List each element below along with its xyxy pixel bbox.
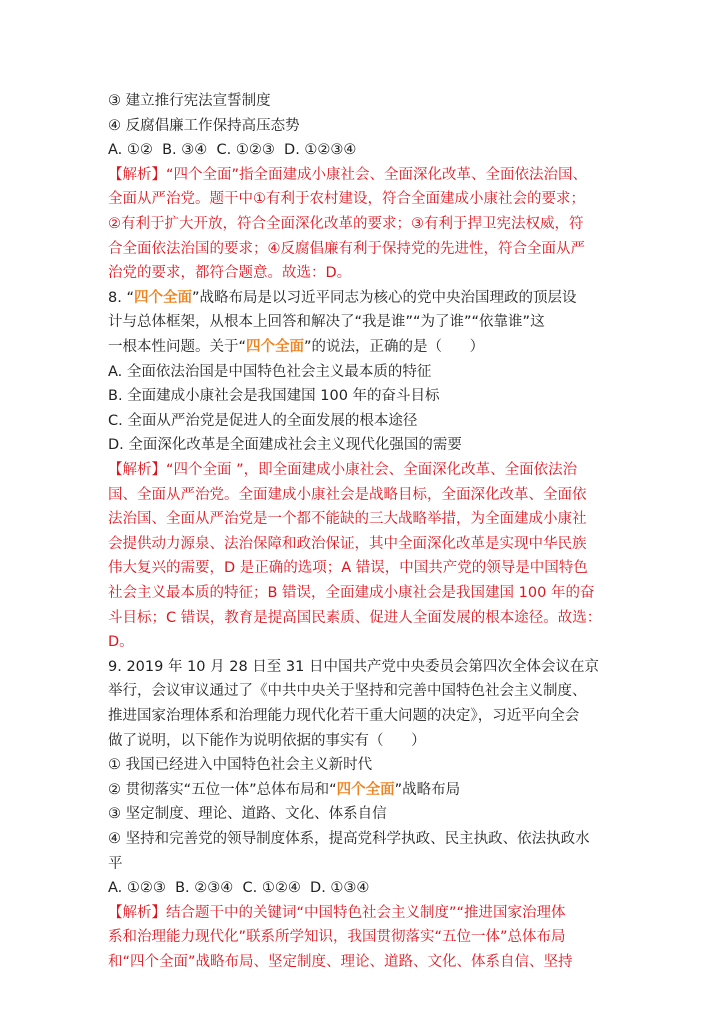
text-segment: 社会主义最本质的特征；B 错误，全面建成小康社会是我国建国 100 年的奋 xyxy=(108,585,595,601)
text-line xyxy=(108,434,628,456)
text-segment: ”战略布局 xyxy=(394,781,461,798)
analysis-line xyxy=(108,262,628,284)
text-segment: A. ①② B. ③④ C. ①②③ D. ①②③④ xyxy=(108,142,357,159)
text-segment: 全面从严治党。题干中①有利于农村建设，符合全面建成小康社会的要求； xyxy=(108,191,585,208)
analysis-line xyxy=(108,508,628,530)
text-segment: 9. 2019 年 10 月 28 日至 31 日中国共产党中央委员会第四次全体会议在京 xyxy=(108,658,599,675)
text-segment: 国、全面从严治党。全面建成小康社会是战略目标，全面深化改革、全面依 xyxy=(108,486,587,503)
text-line xyxy=(108,828,628,850)
analysis-line xyxy=(108,607,628,629)
text-segment: C. 全面从严治党是促进人的全面发展的根本途径 xyxy=(108,412,418,429)
text-segment: ”的说法，正确的是（ ） xyxy=(304,339,485,355)
text-segment: 举行，会议审议通过了《中共中央关于坚持和完善中国特色社会主义制度、 xyxy=(108,683,587,700)
text-segment: ① 我国已经进入中国特色社会主义新时代 xyxy=(108,757,373,774)
text-segment: ③ 坚定制度、理论、道路、文化、体系自信 xyxy=(108,806,387,823)
text-segment: ②有利于扩大开放，符合全面深化改革的要求；③有利于捍卫宪法权威，符 xyxy=(108,216,584,232)
text-line xyxy=(108,115,628,137)
text-segment: 治党的要求，都符合题意。故选：D。 xyxy=(108,265,352,282)
analysis-line xyxy=(108,631,628,653)
highlight-keyword: 四个全面 xyxy=(246,339,305,355)
text-line xyxy=(108,385,628,407)
text-line xyxy=(108,656,628,678)
text-line xyxy=(108,410,628,432)
text-segment: 和“四个全面”战略布局、坚定制度、理论、道路、文化、体系自信、坚持 xyxy=(108,954,573,970)
text-line xyxy=(108,853,628,875)
text-segment: 一根本性问题。关于“ xyxy=(108,339,247,355)
text-segment: 【解析】“四个全面”指全面建成小康社会、全面深化改革、全面依法治国、 xyxy=(108,166,588,183)
text-segment: 推进国家治理体系和治理能力现代化若干重大问题的决定》，习近平向全会 xyxy=(108,708,580,724)
analysis-line xyxy=(108,582,628,604)
text-segment: 做了说明，以下能作为说明依据的事实有（ ） xyxy=(108,732,426,749)
text-line xyxy=(108,705,628,727)
analysis-line xyxy=(108,902,628,924)
text-line xyxy=(108,361,628,383)
text-line xyxy=(108,754,628,776)
analysis-line xyxy=(108,238,628,260)
analysis-line xyxy=(108,533,628,555)
analysis-line xyxy=(108,484,628,506)
text-line xyxy=(108,877,628,899)
text-segment: ③ 建立推行宪法宣誓制度 xyxy=(108,93,271,109)
analysis-line xyxy=(108,951,628,973)
text-segment: 【解析】“四个全面 ”，即全面建成小康社会、全面深化改革、全面依法治 xyxy=(108,462,578,478)
text-segment: ④ 反腐倡廉工作保持高压态势 xyxy=(108,117,300,134)
analysis-line xyxy=(108,164,628,186)
analysis-line xyxy=(108,213,628,235)
text-line xyxy=(108,90,628,112)
text-line xyxy=(108,287,628,309)
text-segment: 斗目标；C 错误，教育是提高国民素质、促进人全面发展的根本途径。故选： xyxy=(108,609,602,626)
text-segment: 法治国、全面从严治党是一个都不能缺的三大战略举措，为全面建成小康社 xyxy=(108,511,587,528)
analysis-line xyxy=(108,926,628,948)
text-segment: 8. “ xyxy=(108,289,134,306)
text-segment: ② 贯彻落实“五位一体”总体布局和“ xyxy=(108,781,337,798)
text-line xyxy=(108,311,628,333)
text-line xyxy=(108,803,628,825)
text-segment: 伟大复兴的需要，D 是正确的选项；A 错误，中国共产党的领导是中国特色 xyxy=(108,560,588,577)
text-line xyxy=(108,139,628,161)
text-segment: D。 xyxy=(108,634,134,651)
text-line xyxy=(108,680,628,702)
text-line xyxy=(108,336,628,358)
text-line xyxy=(108,730,628,752)
text-segment: A. ①②③ B. ②③④ C. ①②④ D. ①③④ xyxy=(108,880,370,897)
text-segment: D. 全面深化改革是全面建成社会主义现代化强国的需要 xyxy=(108,437,462,454)
text-segment: 计与总体框架，从根本上回答和解决了“我是谁”“为了谁”“依靠谁”这 xyxy=(108,314,545,331)
text-line xyxy=(108,779,628,801)
text-segment: ”战略布局是以习近平同志为核心的党中央治国理政的顶层设 xyxy=(191,289,577,306)
highlight-keyword: 四个全面 xyxy=(336,781,395,798)
text-segment: 【解析】结合题干中的关键词“中国特色社会主义制度”“推进国家治理体 xyxy=(108,904,566,921)
text-segment: B. 全面建成小康社会是我国建国 100 年的奋斗目标 xyxy=(108,388,440,405)
text-segment: 会提供动力源泉、法治保障和政治保证，其中全面深化改革是实现中华民族 xyxy=(108,535,587,552)
text-segment: 系和治理能力现代化”联系所学知识，我国贯彻落实“五位一体”总体布局 xyxy=(108,929,566,946)
text-segment: 合全面依法治国的要求；④反腐倡廉有利于保持党的先进性，符合全面从严 xyxy=(108,240,585,257)
text-segment: A. 全面依法治国是中国特色社会主义最本质的特征 xyxy=(108,363,432,380)
text-segment: 平 xyxy=(108,855,123,872)
highlight-keyword: 四个全面 xyxy=(133,289,192,306)
analysis-line xyxy=(108,557,628,579)
analysis-line xyxy=(108,188,628,210)
text-segment: ④ 坚持和完善党的领导制度体系，提高党科学执政、民主执政、依法执政水 xyxy=(108,831,590,847)
analysis-line xyxy=(108,459,628,481)
